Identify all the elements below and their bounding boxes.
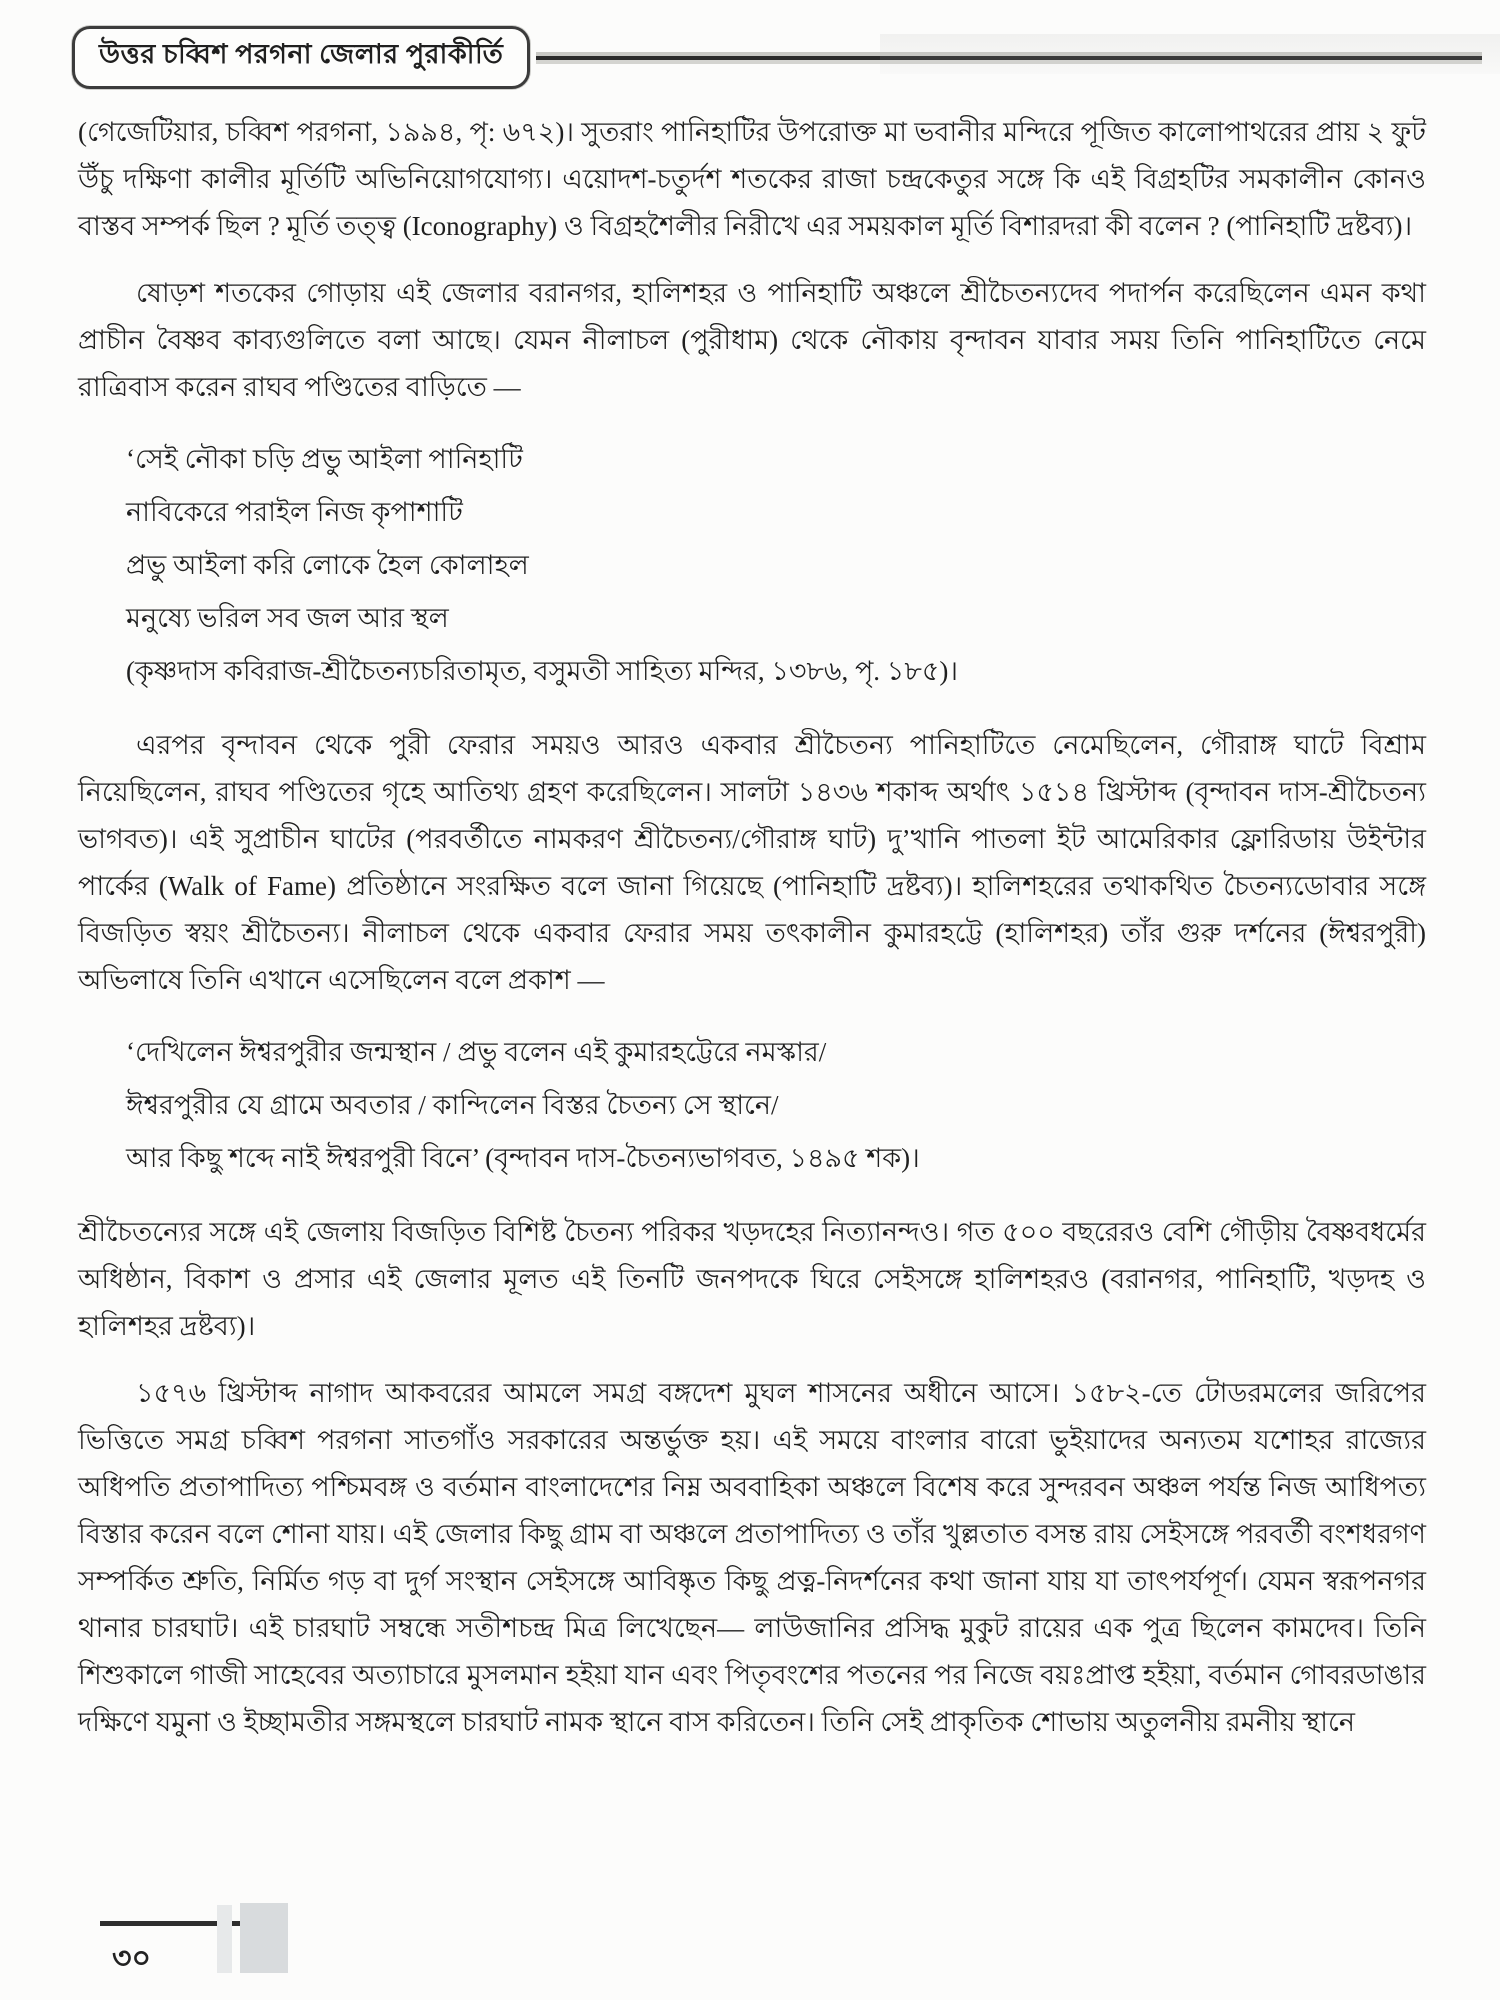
verse-line: নাবিকেরে পরাইল নিজ কৃপাশাটি [126, 497, 463, 527]
verse-citation: আর কিছু শব্দে নাই ঈশ্বরপুরী বিনে’ (বৃন্দাবন দাস-চৈতন্যভাগবত, ১৪৯৫ শক)। [126, 1143, 920, 1173]
scan-artifact [240, 1903, 288, 1973]
verse-line: ‘দেখিলেন ঈশ্বরপুরীর জন্মস্থান / প্রভু বলেন এই কুমারহট্টেরে নমস্কার/ [126, 1037, 827, 1067]
header-rule [536, 56, 1482, 60]
verse-block-ishwarpuri [126, 1026, 1426, 1185]
chapter-title: উত্তর চব্বিশ পরগনা জেলার পুরাকীর্তি [99, 39, 504, 69]
paragraph-mughal-pratapaditya: ১৫৭৬ খ্রিস্টাব্দ নাগাদ আকবরের আমলে সমগ্র বঙ্গদেশ মুঘল শাসনের অধীনে আসে। ১৫৮২-তে টোডরমলের জরিপের ভিত্তিতে সমগ্র চব্বিশ পরগনা সাতগাঁও সরকারের অন্তর্ভুক্ত হয়। এই সময়ে বাংলার বারো ভুইয়াদের অন্যতম যশোহর রাজ্যের অধিপতি প্রতাপাদিত্য পশ্চিমবঙ্গ ও বর্তমান বাংলাদেশের নিম্ন অববাহিকা অঞ্চলে বিশেষ করে সুন্দরবন অঞ্চল পর্যন্ত নিজ আধিপত্য বিস্তার করেন বলে শোনা যায়। এই জেলার কিছু গ্রাম বা অঞ্চলে প্রতাপাদিত্য ও তাঁর খুল্লতাত বসন্ত রায় সেইসঙ্গে পরবর্তী বংশধরগণ সম্পর্কিত শ্রুতি, নির্মিত গড় বা দুর্গ সংস্থান সেইসঙ্গে আবিষ্কৃত কিছু প্রত্ন-নিদর্শনের কথা জানা যায় যা তাৎপর্যপূর্ণ। যেমন স্বরূপনগর থানার চারঘাট। এই চারঘাট সম্বন্ধে সতীশচন্দ্র মিত্র লিখেছেন— লাউজানির প্রসিদ্ধ মুকুট রায়ের এক পুত্র ছিলেন কামদেব। তিনি শিশুকালে গাজী সাহেবের অত্যাচারে মুসলমান হইয়া যান এবং পিতৃবংশের পতনের পর নিজে বয়ঃপ্রাপ্ত হইয়া, বর্তমান গোবরডাঙার দক্ষিণে যমুনা ও ইচ্ছামতীর সঙ্গমস্থলে চারঘাট নামক স্থানে বাস করিতেন। তিনি সেই প্রাকৃতিক শোভায় অতুলনীয় রমনীয় স্থানে [78, 1378, 1426, 1737]
verse-line: ঈশ্বরপুরীর যে গ্রামে অবতার / কান্দিলেন বিস্তর চৈতন্য সে স্থানে/ [126, 1090, 779, 1120]
verse-line: মনুষ্যে ভরিল সব জল আর স্থল [126, 603, 449, 633]
scan-artifact [217, 1905, 232, 1973]
verse-line: প্রভু আইলা করি লোকে হৈল কোলাহল [126, 550, 529, 580]
paragraph-nityananda-khardaha: শ্রীচৈতন্যের সঙ্গে এই জেলায় বিজড়িত বিশিষ্ট চৈতন্য পরিকর খড়দহের নিত্যানন্দও। গত ৫০০ বছরেরও বেশি গৌড়ীয় বৈষ্ণবধর্মের অধিষ্ঠান, বিকাশ ও প্রসার এই জেলার মূলত এই তিনটি জনপদকে ঘিরে সেইসঙ্গে হালিশহরও (বরানগর, পানিহাটি, খড়দহ ও হালিশহর দ্রষ্টব্য)। [78, 1217, 1426, 1341]
verse-block-panihati [126, 433, 1426, 698]
paragraph-gauranga-ghat: এরপর বৃন্দাবন থেকে পুরী ফেরার সময়ও আরও একবার শ্রীচৈতন্য পানিহাটিতে নেমেছিলেন, গৌরাঙ্গ ঘাটে বিশ্রাম নিয়েছিলেন, রাঘব পণ্ডিতের গৃহে আতিথ্য গ্রহণ করেছিলেন। সালটা ১৪৩৬ শকাব্দ অর্থাৎ ১৫১৪ খ্রিস্টাব্দ (বৃন্দাবন দাস-শ্রীচৈতন্য ভাগবত)। এই সুপ্রাচীন ঘাটের (পরবর্তীতে নামকরণ শ্রীচৈতন্য/গৌরাঙ্গ ঘাট) দু’খানি পাতলা ইট আমেরিকার ফ্লোরিডায় উইন্টার পার্কের (Walk of Fame) প্রতিষ্ঠানে সংরক্ষিত বলে জানা গিয়েছে (পানিহাটি দ্রষ্টব্য)। হালিশহরের তথাকথিত চৈতন্যডোবার সঙ্গে বিজড়িত স্বয়ং শ্রীচৈতন্য। নীলাচল থেকে একবার ফেরার সময় তৎকালীন কুমারহট্টে (হালিশহর) তাঁর গুরু দর্শনের (ঈশ্বরপুরী) অভিলাষে তিনি এখানে এসেছিলেন বলে প্রকাশ — [78, 730, 1426, 995]
verse-citation: (কৃষ্ণদাস কবিরাজ-শ্রীচৈতন্যচরিতামৃত, বসুমতী সাহিত্য মন্দির, ১৩৮৬, পৃ. ১৮৫)। [126, 656, 959, 686]
paragraph-gazetteer-kali-idol: (গেজেটিয়ার, চব্বিশ পরগনা, ১৯৯৪, পৃ: ৬৭২)। সুতরাং পানিহাটির উপরোক্ত মা ভবানীর মন্দিরে পূজিত কালোপাথরের প্রায় ২ ফুট উঁচু দক্ষিণা কালীর মূর্তিটি অভিনিয়োগযোগ্য। এয়োদশ-চতুর্দশ শতকের রাজা চন্দ্রকেতুর সঙ্গে কি এই বিগ্রহটির সমকালীন কোনও বাস্তব সম্পর্ক ছিল ? মূর্তি তত্ত্ব (Iconography) ও বিগ্রহশৈলীর নিরীখে এর সময়কাল মূর্তি বিশারদরা কী বলেন ? (পানিহাটি দ্রষ্টব্য)। [78, 117, 1426, 241]
paragraph-chaitanya-arrival: ষোড়শ শতকের গোড়ায় এই জেলার বরানগর, হালিশহর ও পানিহাটি অঞ্চলে শ্রীচৈতন্যদেব পদার্পন করেছিলেন এমন কথা প্রাচীন বৈষ্ণব কাব্যগুলিতে বলা আছে। যেমন নীলাচল (পুরীধাম) থেকে নৌকায় বৃন্দাবন যাবার সময় তিনি পানিহাটিতে নেমে রাত্রিবাস করেন রাঘব পণ্ডিতের বাড়িতে — [78, 278, 1427, 402]
chapter-title-badge [72, 26, 530, 89]
page-header [0, 0, 1500, 89]
verse-line: ‘সেই নৌকা চড়ি প্রভু আইলা পানিহাটি [126, 444, 523, 474]
page-number: ৩০ [112, 1942, 152, 1975]
page-body [0, 89, 1500, 1746]
